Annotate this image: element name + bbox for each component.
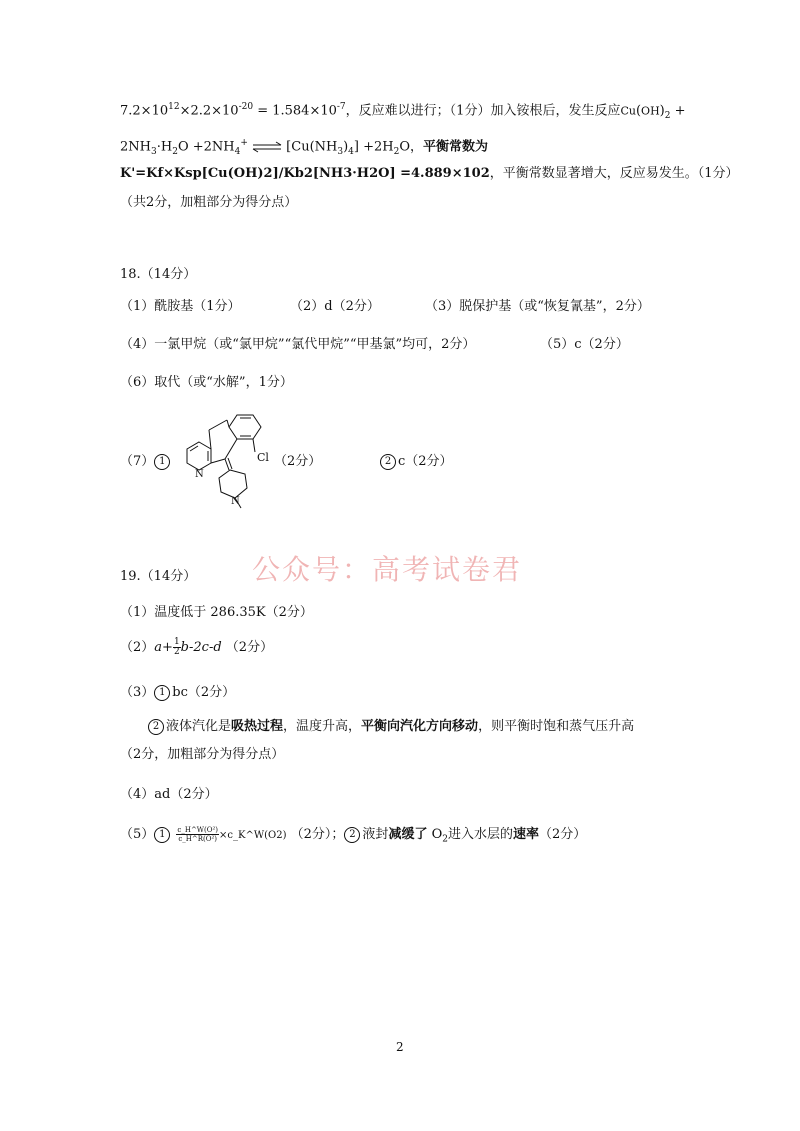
ratio-fraction: $\frac{\text{c\_H\textasciicircum{}W(O²)}}{\text{c\_H\textasciicircum{}R(O²)}}$ <box>177 826 219 843</box>
q18-answer-4: （4）一氯甲烷（或“氯甲烷”“氯代甲烷”“甲基氯”均可，2分） <box>120 337 476 352</box>
q17-line-3: K'=Kf×Ksp[Cu(OH)2]/Kb2[NH3·H2O] =4.889×102，平衡常数显著增大，反应易发生。（1分） <box>120 166 739 181</box>
q18-answer-7-label: （7） 1 <box>120 453 172 471</box>
q19-answer-3-note: （2分，加粗部分为得分点） <box>120 747 285 762</box>
structure-diagram <box>175 412 275 512</box>
equilibrium-arrow-icon <box>252 141 282 153</box>
q19-heading: 19.（14分） <box>120 569 197 584</box>
q18-answer-7-score: （2分） <box>274 454 322 469</box>
q19-answer-1: （1）温度低于 286.35K（2分） <box>120 605 313 620</box>
chlorine-label: Cl <box>257 451 269 464</box>
q19-answer-4: （4）ad（2分） <box>120 787 218 802</box>
q18-heading: 18.（14分） <box>120 267 197 282</box>
q19-answer-3-part2: 2 液体汽化是吸热过程，温度升高，平衡向汽化方向移动，则平衡时饱和蒸气压升高 <box>148 718 634 736</box>
watermark: 公众号：高考试卷君 <box>252 553 523 586</box>
q17-line-2: $2NH_3\cdot H_2O +2NH_4^+$ $[Cu(NH_3)_4] +2H_2O$，平衡常数为 <box>120 138 489 157</box>
page-number: 2 <box>396 1040 404 1054</box>
q19-answer-5: （5） 1 $\frac{\text{c\_H\textasciicircum{}W(O²)}}{\text{c\_H\textasciicircum{}R(O²)}}$ ×c_K^W(O2) （2分）； 2 液封减缓了 $O_2$进入水层的速率（2分） <box>120 826 587 845</box>
q19-answer-3: （3） 1 bc（2分） <box>120 685 236 700</box>
q19-answer-2: （2）a+ $\frac{1}{2}$ b-2c-d （2分） <box>120 637 274 657</box>
q18-answer-5: （5）c（2分） <box>540 337 629 352</box>
q18-answer-7-part2: 2 c（2分） <box>380 453 453 471</box>
q17-line-4: （共2分，加粗部分为得分点） <box>120 195 298 210</box>
q18-answer-3: （3）脱保护基（或“恢复氰基”，2分） <box>425 299 650 314</box>
q18-answer-6: （6）取代（或“水解”，1分） <box>120 375 293 390</box>
half-fraction: $\frac{1}{2}$ <box>173 637 180 657</box>
piperidine-nitrogen-label: N <box>231 496 240 507</box>
pyridine-nitrogen-label: N <box>195 469 204 480</box>
q18-answer-1: （1）酰胺基（1分） <box>120 299 241 314</box>
q17-line-1: $7.2\times 10^{12}\times 2.2\times 10^{-20} = 1.584\times 10^{-7}$，反应难以进行；（1分）加入铵根后，发生反应$Cu(OH)_2$ + <box>120 102 686 121</box>
q18-answer-2: （2）d（2分） <box>290 299 380 314</box>
